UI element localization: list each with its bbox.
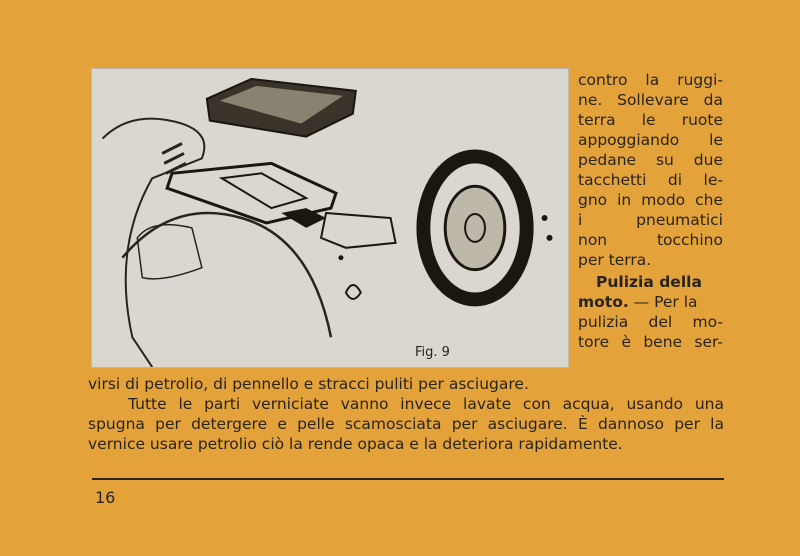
column-line: terra le ruote [578, 111, 723, 129]
figure-illustration [91, 68, 569, 368]
section-heading-end: moto. [578, 293, 629, 311]
column-line: pedane su due [578, 151, 723, 169]
side-column-text [578, 70, 723, 352]
exploded-parts-drawing [92, 69, 568, 367]
body-text [88, 374, 724, 454]
column-line: appoggiando le [578, 131, 723, 149]
column-line: ne. Sollevare da [578, 91, 723, 109]
column-line: per terra. [578, 251, 652, 269]
column-line: tacchetti di le- [578, 171, 723, 189]
column-line: non tocchino [578, 231, 723, 249]
figure-caption: Fig. 9 [415, 345, 450, 360]
section-heading: Pulizia della [596, 273, 702, 291]
page-number: 16 [95, 488, 116, 507]
body-line: Tutte le parti verniciate vanno invece lavate con acqua, usando una [128, 395, 724, 413]
section-heading-line [578, 292, 723, 312]
section-dash-text: — Per la [628, 293, 698, 311]
body-line: vernice usare petrolio ciò la rende opaca e la deteriora rapidamente. [88, 435, 623, 453]
footer-rule [92, 478, 724, 480]
column-line: contro la ruggi- [578, 71, 723, 89]
section-line: tore è bene ser- [578, 333, 723, 351]
body-line: virsi di petrolio, di pennello e stracci puliti per asciugare. [88, 375, 529, 393]
body-line: spugna per detergere e pelle scamosciata per asciugare. È dannoso per la [88, 415, 724, 433]
section-line: pulizia del mo- [578, 313, 723, 331]
column-line: gno in modo che [578, 191, 723, 209]
column-line: i pneumatici [578, 211, 723, 229]
